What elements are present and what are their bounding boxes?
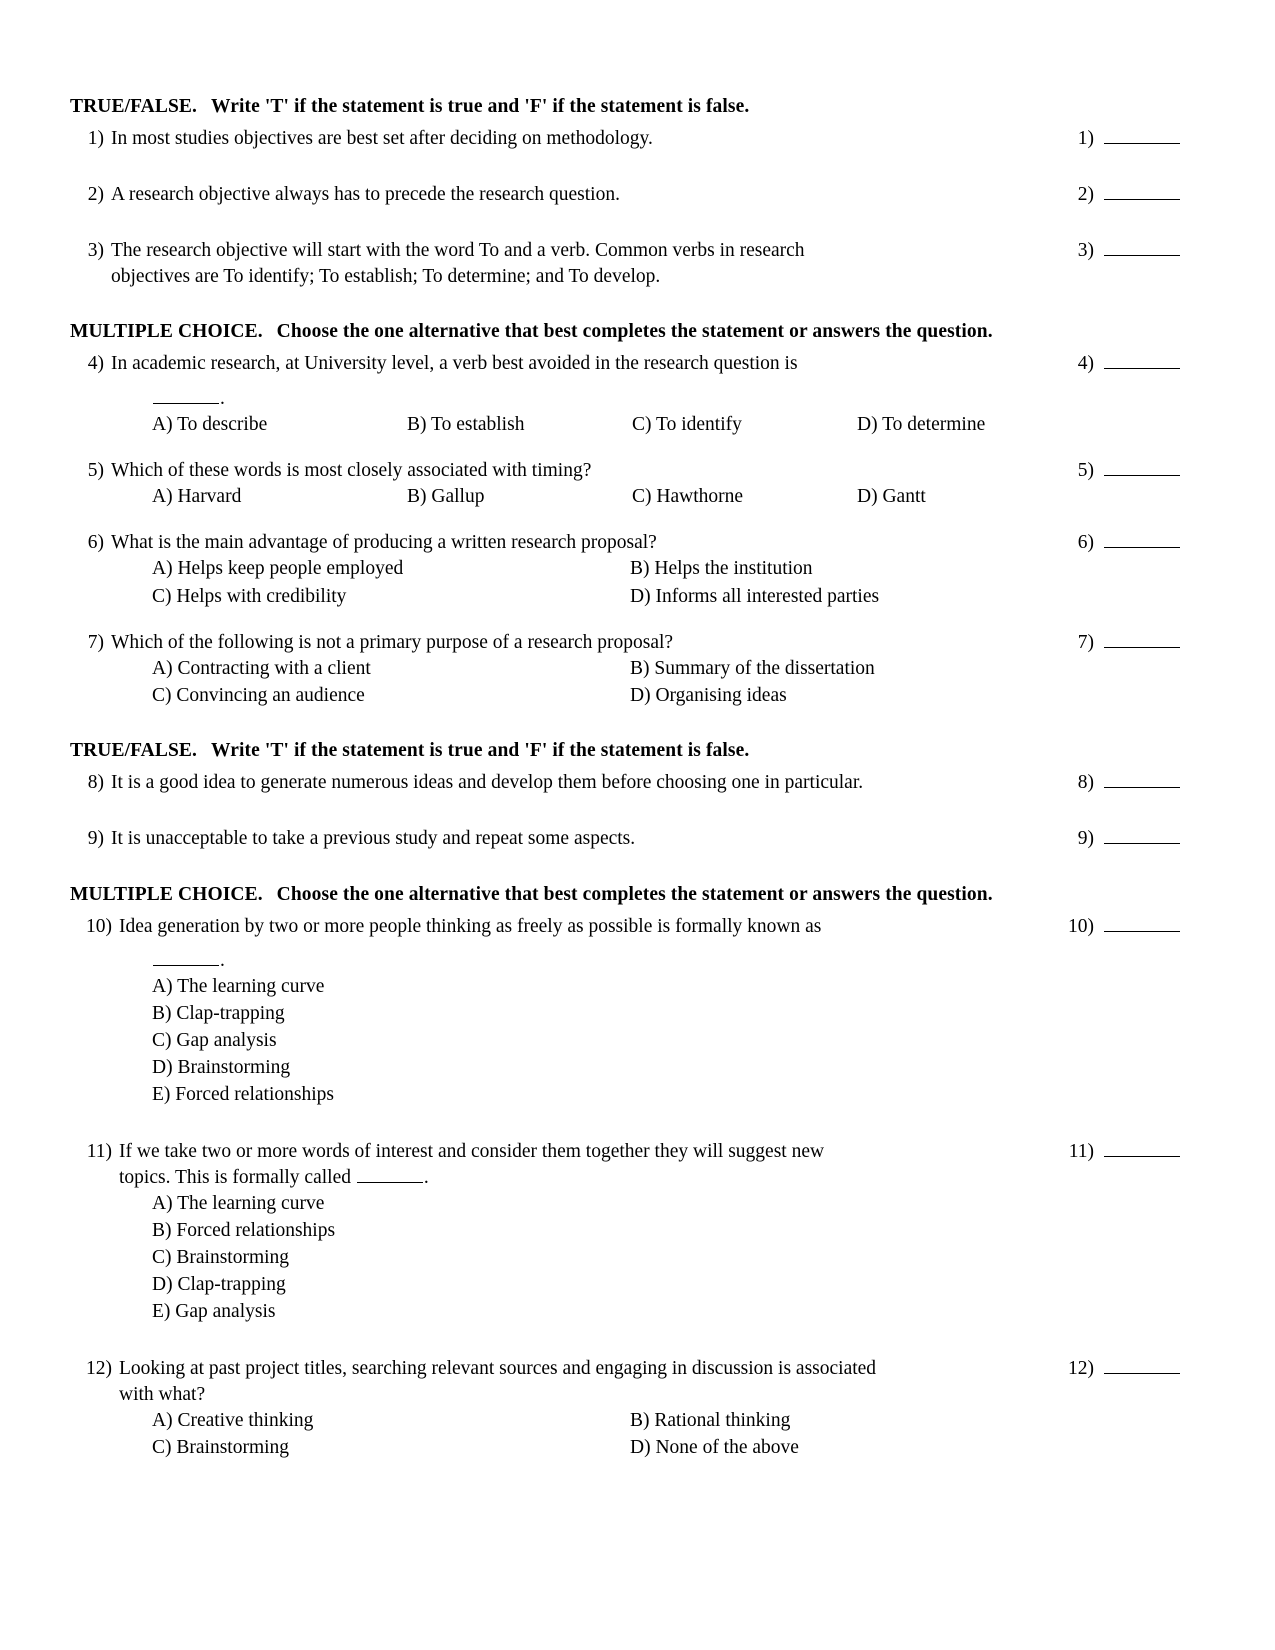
question-8-text: It is a good idea to generate numerous ideas and develop them before choosing one in particular. [111, 772, 864, 794]
question-10-text: Idea generation by two or more people thinking as freely as possible is formally known as [119, 915, 822, 937]
question-5-text: Which of these words is most closely associated with timing? [111, 459, 592, 481]
section-heading-true-false-2 [70, 739, 1180, 764]
question-3-text-line-2: objectives are To identify; To establish; To determine; and To develop. [111, 266, 661, 288]
question-2 [70, 182, 1180, 208]
section-heading-true-false-1 [70, 95, 1180, 120]
question-10-option-e[interactable]: E) Forced relationships [152, 1084, 334, 1106]
question-12-text-line-2: with what? [119, 1384, 206, 1406]
answer-slot-2-number: 2) [1077, 184, 1094, 206]
spacer [70, 610, 1180, 630]
answer-slot-10-number: 10) [1068, 915, 1094, 937]
question-1 [70, 126, 1180, 152]
question-5-option-c[interactable]: C) Hawthorne [632, 486, 744, 507]
answer-slot-7-number: 7) [1077, 631, 1094, 653]
question-10-option-a[interactable]: A) The learning curve [152, 976, 325, 998]
question-7-option-b[interactable]: B) Summary of the dissertation [630, 657, 875, 679]
section-instruction-label: Choose the one alternative that best completes the statement or answers the question. [276, 883, 993, 905]
answer-blank-4[interactable] [1104, 354, 1180, 369]
question-12-number: 12) [86, 1358, 112, 1379]
answer-slot-4-number: 4) [1077, 353, 1094, 375]
question-7-text: Which of the following is not a primary purpose of a research proposal? [111, 631, 674, 653]
question-11-text-line-2-after: . [423, 1166, 429, 1188]
question-5-options [152, 484, 1180, 510]
question-4-option-c[interactable]: C) To identify [632, 413, 742, 435]
question-4-stem-blank [152, 386, 1180, 412]
question-2-number: 2) [87, 184, 104, 206]
answer-slot-12-number: 12) [1068, 1358, 1094, 1379]
question-7-options [152, 656, 1180, 709]
question-5-option-d[interactable]: D) Gantt [857, 486, 926, 507]
question-5-number: 5) [87, 459, 104, 481]
answer-blank-5[interactable] [1104, 461, 1180, 476]
spacer [70, 853, 1180, 883]
question-1-text: In most studies objectives are best set after deciding on methodology. [111, 127, 653, 149]
answer-slot-3[interactable] [1050, 238, 1180, 264]
section-kind-label: TRUE/FALSE. [70, 96, 197, 117]
answer-blank-2[interactable] [1104, 185, 1180, 200]
spacer [70, 1109, 1180, 1139]
question-6-option-c[interactable]: C) Helps with credibility [152, 585, 347, 607]
question-4-text: In academic research, at University level, a verb best avoided in the research question is [111, 353, 798, 375]
answer-blank-11[interactable] [1104, 1142, 1180, 1157]
question-3 [70, 238, 1180, 290]
answer-blank-1[interactable] [1104, 129, 1180, 144]
spacer [70, 709, 1180, 739]
question-2-text: A research objective always has to precede the research question. [111, 184, 620, 206]
answer-slot-2[interactable] [1050, 182, 1180, 208]
answer-blank-12[interactable] [1104, 1359, 1180, 1374]
section-instruction-label: Choose the one alternative that best completes the statement or answers the question. [276, 321, 993, 343]
question-9-number: 9) [87, 828, 104, 850]
answer-blank-6[interactable] [1104, 533, 1180, 548]
section-instruction-label: Write 'T' if the statement is true and 'F' if the statement is false. [210, 740, 750, 762]
question-7-option-d[interactable]: D) Organising ideas [630, 685, 787, 707]
question-12-option-c[interactable]: C) Brainstorming [152, 1437, 290, 1459]
fill-in-blank-4[interactable] [153, 388, 219, 403]
answer-blank-3[interactable] [1104, 241, 1180, 256]
spacer [70, 510, 1180, 530]
answer-slot-12[interactable] [1050, 1356, 1180, 1382]
answer-blank-8[interactable] [1104, 773, 1180, 788]
answer-slot-3-number: 3) [1077, 240, 1094, 262]
question-7 [70, 630, 1180, 710]
question-10-options [152, 974, 1180, 1109]
answer-slot-1[interactable] [1050, 126, 1180, 152]
section-instruction-label: Write 'T' if the statement is true and 'F' if the statement is false. [210, 96, 750, 117]
question-10-stem-blank [152, 948, 1180, 974]
section-kind-label: MULTIPLE CHOICE. [70, 321, 263, 343]
question-12-option-d[interactable]: D) None of the above [630, 1437, 799, 1459]
question-11-text-line-1: If we take two or more words of interest and consider them together they will suggest new [119, 1140, 825, 1162]
question-11-number: 11) [86, 1140, 112, 1162]
spacer [70, 1326, 1180, 1356]
section-kind-label: MULTIPLE CHOICE. [70, 883, 263, 905]
question-5-option-b[interactable]: B) Gallup [407, 486, 485, 507]
fill-in-blank-11[interactable] [357, 1167, 423, 1182]
question-10-option-b[interactable]: B) Clap-trapping [152, 1003, 285, 1025]
question-4-blank-tail: . [220, 387, 225, 409]
question-6-text: What is the main advantage of producing a written research proposal? [111, 532, 657, 554]
question-5 [70, 458, 1180, 510]
question-8 [70, 770, 1180, 796]
question-6 [70, 530, 1180, 610]
answer-slot-9-number: 9) [1077, 828, 1094, 850]
question-9-text: It is unacceptable to take a previous study and repeat some aspects. [111, 828, 636, 850]
spacer [70, 796, 1180, 826]
question-4-number: 4) [87, 353, 104, 375]
fill-in-blank-10[interactable] [153, 950, 219, 965]
answer-blank-7[interactable] [1104, 633, 1180, 648]
question-12-option-b[interactable]: B) Rational thinking [630, 1410, 791, 1432]
question-6-option-b[interactable]: B) Helps the institution [630, 558, 813, 580]
question-11-option-e[interactable]: E) Gap analysis [152, 1301, 276, 1323]
question-5-option-a[interactable]: A) Harvard [152, 486, 242, 507]
answer-blank-10[interactable] [1104, 916, 1180, 931]
question-4-option-a[interactable]: A) To describe [152, 413, 268, 435]
question-10-option-c[interactable]: C) Gap analysis [152, 1030, 277, 1052]
question-7-number: 7) [87, 631, 104, 653]
question-9 [70, 826, 1180, 852]
answer-slot-8[interactable] [1050, 770, 1180, 796]
answer-slot-10[interactable] [1050, 914, 1180, 940]
question-10-blank-tail: . [220, 949, 225, 971]
question-11-options [152, 1191, 1180, 1326]
spacer [70, 152, 1180, 182]
question-10-number: 10) [86, 915, 112, 937]
question-6-options [152, 556, 1180, 609]
answer-slot-1-number: 1) [1077, 127, 1094, 149]
question-6-number: 6) [87, 532, 104, 554]
question-3-number: 3) [87, 240, 104, 262]
question-11-option-a[interactable]: A) The learning curve [152, 1193, 325, 1215]
answer-slot-8-number: 8) [1077, 772, 1094, 794]
answer-blank-9[interactable] [1104, 829, 1180, 844]
question-12-option-a[interactable]: A) Creative thinking [152, 1410, 314, 1432]
section-heading-multiple-choice-1 [70, 320, 1180, 345]
question-11-option-d[interactable]: D) Clap-trapping [152, 1274, 286, 1296]
question-11-option-c[interactable]: C) Brainstorming [152, 1247, 290, 1269]
question-1-number: 1) [87, 127, 104, 149]
question-6-option-d[interactable]: D) Informs all interested parties [630, 585, 880, 607]
question-11 [70, 1139, 1180, 1326]
question-12-text-line-1: Looking at past project titles, searching relevant sources and engaging in discussion is associated [119, 1358, 877, 1379]
question-10 [70, 914, 1180, 1109]
answer-slot-5[interactable] [1050, 458, 1180, 484]
question-8-number: 8) [87, 772, 104, 794]
question-6-option-a[interactable]: A) Helps keep people employed [152, 558, 404, 580]
question-7-option-a[interactable]: A) Contracting with a client [152, 657, 371, 679]
question-10-option-d[interactable]: D) Brainstorming [152, 1057, 291, 1079]
question-4-options [152, 412, 1180, 438]
answer-slot-11-number: 11) [1068, 1140, 1094, 1162]
answer-slot-6[interactable] [1050, 530, 1180, 556]
question-12-options [152, 1408, 1180, 1461]
question-12 [70, 1356, 1180, 1462]
question-3-text-line-1: The research objective will start with the word To and a verb. Common verbs in research [111, 240, 805, 262]
question-4-option-d[interactable]: D) To determine [857, 413, 986, 435]
answer-slot-6-number: 6) [1077, 532, 1094, 554]
spacer [70, 438, 1180, 458]
question-4-option-b[interactable]: B) To establish [407, 413, 525, 435]
answer-slot-5-number: 5) [1077, 459, 1094, 481]
section-kind-label: TRUE/FALSE. [70, 740, 197, 762]
answer-slot-4[interactable] [1050, 351, 1180, 377]
answer-slot-11[interactable] [1050, 1139, 1180, 1165]
spacer [70, 290, 1180, 320]
question-11-option-b[interactable]: B) Forced relationships [152, 1220, 336, 1242]
spacer [70, 208, 1180, 238]
question-7-option-c[interactable]: C) Convincing an audience [152, 685, 365, 707]
question-11-text-line-2-before: topics. This is formally called [119, 1166, 356, 1188]
answer-slot-7[interactable] [1050, 630, 1180, 656]
question-4 [70, 351, 1180, 437]
section-heading-multiple-choice-2 [70, 883, 1180, 908]
answer-slot-9[interactable] [1050, 826, 1180, 852]
